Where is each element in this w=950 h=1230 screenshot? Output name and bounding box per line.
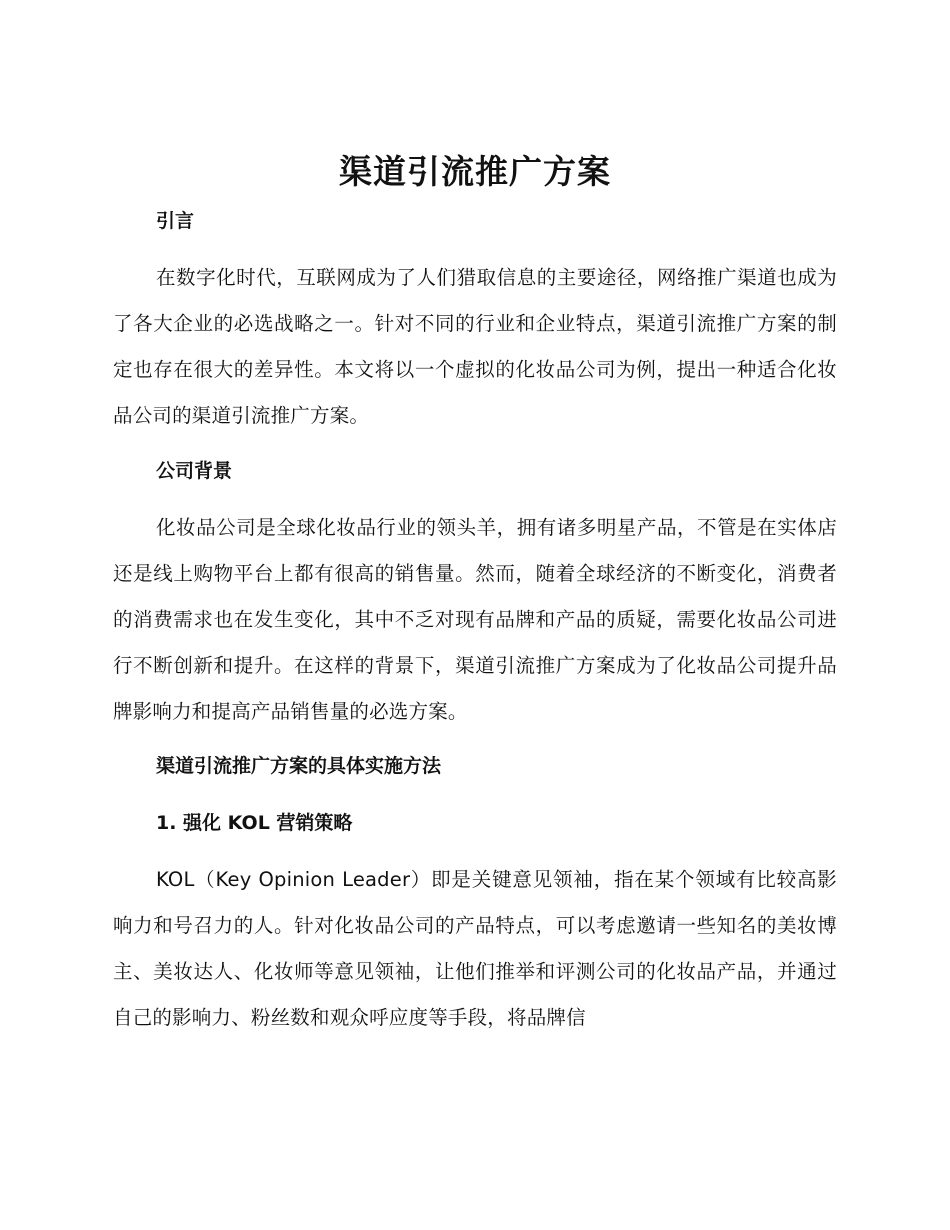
section-paragraph-company-background: 化妆品公司是全球化妆品行业的领头羊，拥有诸多明星产品，不管是在实体店还是线上购物平台上都有很高的销售量。然而，随着全球经济的不断变化，消费者的消费需求也在发生变化，其中不乏对现有品牌和产品的质疑，需要化妆品公司进行不断创新和提升。在这样的背景下，渠道引流推广方案成为了化妆品公司提升品牌影响力和提高产品销售量的必选方案。 bbox=[113, 516, 837, 723]
section-heading-implementation-methods: 渠道引流推广方案的具体实施方法 bbox=[156, 755, 442, 777]
section-paragraph-introduction: 在数字化时代，互联网成为了人们猎取信息的主要途径，网络推广渠道也成为了各大企业的必选战略之一。针对不同的行业和企业特点，渠道引流推广方案的制定也存在很大的差异性。本文将以一个虚拟的化妆品公司为例，提出一种适合化妆品公司的渠道引流推广方案。 bbox=[113, 266, 837, 427]
section-heading-company-background: 公司背景 bbox=[156, 460, 233, 482]
subsection-paragraph-kol-strategy: KOL（Key Opinion Leader）即是关键意见领袖，指在某个领域有比较高影响力和号召力的人。针对化妆品公司的产品特点，可以考虑邀请一些知名的美妆博主、美妆达人、化妆师等意见领袖，让他们推举和评测公司的化妆品产品，并通过自己的影响力、粉丝数和观众呼应度等手段，将品牌信 bbox=[113, 868, 837, 1029]
section-heading-introduction: 引言 bbox=[156, 210, 195, 232]
subsection-heading-kol-strategy: 1. 强化 KOL 营销策略 bbox=[156, 812, 353, 834]
document-title: 渠道引流推广方案 bbox=[339, 152, 611, 191]
